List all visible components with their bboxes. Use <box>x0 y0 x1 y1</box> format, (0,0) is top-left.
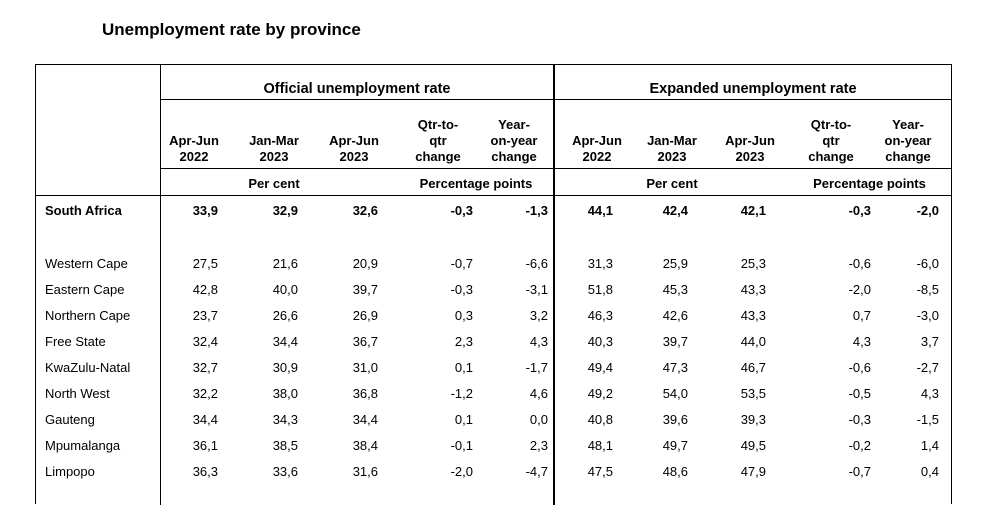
table-cell: 0,7 <box>852 308 871 323</box>
table-cell: 42,8 <box>192 282 218 297</box>
column-header-c2-line: Jan-Mar <box>249 133 299 148</box>
table-cell: 32,6 <box>352 203 378 218</box>
table-cell: 54,0 <box>662 386 688 401</box>
table-cell: 49,4 <box>587 360 613 375</box>
column-header-c5-line: on-year <box>490 133 538 148</box>
table-cell: 33,6 <box>272 464 298 479</box>
row-label: Western Cape <box>45 256 128 271</box>
row-label: South Africa <box>45 203 122 218</box>
table-cell: 53,5 <box>740 386 766 401</box>
table-cell: 40,3 <box>587 334 613 349</box>
table-cell: 31,3 <box>587 256 613 271</box>
column-header-c4-line: qtr <box>429 133 447 148</box>
table-cell: 44,0 <box>740 334 766 349</box>
table-cell: 32,9 <box>272 203 298 218</box>
table-cell: 31,0 <box>352 360 378 375</box>
table-cell: 42,1 <box>740 203 766 218</box>
table-cell: 27,5 <box>192 256 218 271</box>
table-cell: 3,2 <box>529 308 548 323</box>
table-cell: 39,3 <box>740 412 766 427</box>
table-cell: -2,0 <box>450 464 473 479</box>
table-cell: 40,8 <box>587 412 613 427</box>
column-header-c1-line: 2022 <box>582 149 612 164</box>
table-cell: 36,7 <box>352 334 378 349</box>
table-cell: 42,6 <box>662 308 688 323</box>
column-header-c2-line: Jan-Mar <box>647 133 697 148</box>
table-cell: 46,3 <box>587 308 613 323</box>
table-cell: -1,5 <box>916 412 939 427</box>
table-cell: 38,0 <box>272 386 298 401</box>
table-cell: 3,7 <box>920 334 939 349</box>
table-cell: 51,8 <box>587 282 613 297</box>
table-cell: -0,7 <box>450 256 473 271</box>
table-cell: 30,9 <box>272 360 298 375</box>
column-header-c2-line: 2023 <box>657 149 687 164</box>
table-cell: 34,4 <box>272 334 298 349</box>
column-header-c1-line: 2022 <box>179 149 209 164</box>
table-cell: 2,3 <box>454 334 473 349</box>
table-cell: 25,9 <box>662 256 688 271</box>
table-cell: -0,3 <box>848 412 871 427</box>
table-cell: 48,6 <box>662 464 688 479</box>
table-cell: 39,6 <box>662 412 688 427</box>
table-cell: 39,7 <box>662 334 688 349</box>
table-cell: 34,3 <box>272 412 298 427</box>
table-cell: -6,0 <box>916 256 939 271</box>
table-cell: 32,2 <box>192 386 218 401</box>
column-header-c3-line: Apr-Jun <box>329 133 379 148</box>
table-cell: 39,7 <box>352 282 378 297</box>
table-cell: 4,3 <box>529 334 548 349</box>
table-cell: 43,3 <box>740 308 766 323</box>
table-cell: -0,6 <box>848 360 871 375</box>
table-cell: 42,4 <box>662 203 688 218</box>
table-cell: -1,2 <box>450 386 473 401</box>
row-label: Mpumalanga <box>45 438 121 453</box>
table-cell: -0,2 <box>848 438 871 453</box>
table-cell: -8,5 <box>916 282 939 297</box>
unemployment-table <box>35 64 952 504</box>
table-cell: 49,7 <box>662 438 688 453</box>
column-header-c5-line: on-year <box>884 133 932 148</box>
table-cell: -0,5 <box>848 386 871 401</box>
table-cell: 4,6 <box>529 386 548 401</box>
table-cell: 47,5 <box>587 464 613 479</box>
column-header-underline <box>161 168 951 169</box>
column-header-c5-line: change <box>491 149 537 164</box>
table-cell: 38,5 <box>272 438 298 453</box>
units-underline <box>36 195 951 196</box>
table-cell: 32,4 <box>192 334 218 349</box>
table-cell: 36,3 <box>192 464 218 479</box>
table-cell: 34,4 <box>352 412 378 427</box>
table-cell: 1,4 <box>920 438 939 453</box>
column-header-c3-line: Apr-Jun <box>725 133 775 148</box>
table-cell: 4,3 <box>852 334 871 349</box>
table-cell: -0,1 <box>450 438 473 453</box>
unit-percentage-points: Percentage points <box>813 176 926 191</box>
table-cell: 49,2 <box>587 386 613 401</box>
table-cell: 40,0 <box>272 282 298 297</box>
table-cell: 23,7 <box>192 308 218 323</box>
column-header-c5-line: Year- <box>892 117 924 132</box>
table-cell: 34,4 <box>192 412 218 427</box>
table-cell: 44,1 <box>587 203 613 218</box>
column-header-c1-line: Apr-Jun <box>572 133 622 148</box>
table-cell: -0,3 <box>848 203 871 218</box>
column-header-c4-line: qtr <box>822 133 840 148</box>
table-cell: 46,7 <box>740 360 766 375</box>
table-cell: 45,3 <box>662 282 688 297</box>
column-header-c2-line: 2023 <box>259 149 289 164</box>
row-label: Free State <box>45 334 106 349</box>
table-cell: -3,1 <box>525 282 548 297</box>
unit-per-cent: Per cent <box>248 176 300 191</box>
table-cell: -0,3 <box>450 282 473 297</box>
row-label: North West <box>45 386 110 401</box>
table-cell: 26,9 <box>352 308 378 323</box>
table-cell: 0,0 <box>529 412 548 427</box>
table-cell: -2,7 <box>916 360 939 375</box>
table-cell: -2,0 <box>916 203 939 218</box>
column-header-c4-line: Qtr-to- <box>810 117 852 132</box>
table-cell: 48,1 <box>587 438 613 453</box>
table-cell: 20,9 <box>352 256 378 271</box>
column-header-c4-line: change <box>808 149 854 164</box>
table-cell: -0,7 <box>848 464 871 479</box>
row-label: Gauteng <box>45 412 95 427</box>
group-header-underline <box>161 99 951 100</box>
table-cell: -3,0 <box>916 308 939 323</box>
column-header-c4-line: change <box>415 149 461 164</box>
page-title: Unemployment rate by province <box>102 20 361 39</box>
table-cell: 31,6 <box>352 464 378 479</box>
group-official: Official unemployment rate <box>263 81 451 97</box>
unit-per-cent: Per cent <box>646 176 698 191</box>
column-header-c5-line: change <box>885 149 931 164</box>
table-cell: 0,4 <box>920 464 939 479</box>
column-header-c4-line: Qtr-to- <box>417 117 459 132</box>
table-cell: -2,0 <box>848 282 871 297</box>
table-cell: 0,1 <box>454 360 473 375</box>
table-cell: 38,4 <box>352 438 378 453</box>
table-cell: 36,1 <box>192 438 218 453</box>
table-cell: -1,7 <box>525 360 548 375</box>
column-header-c3-line: 2023 <box>339 149 369 164</box>
table-cell: 4,3 <box>920 386 939 401</box>
column-header-c3-line: 2023 <box>735 149 765 164</box>
table-cell: -6,6 <box>525 256 548 271</box>
row-label: Northern Cape <box>45 308 131 323</box>
table-cell: 26,6 <box>272 308 298 323</box>
group-expanded: Expanded unemployment rate <box>649 81 857 97</box>
table-cell: -1,3 <box>525 203 548 218</box>
row-label: KwaZulu-Natal <box>45 360 131 375</box>
table-cell: 32,7 <box>192 360 218 375</box>
table-cell: 25,3 <box>740 256 766 271</box>
unit-percentage-points: Percentage points <box>419 176 533 191</box>
table-cell: 47,9 <box>740 464 766 479</box>
table-cell: 0,1 <box>454 412 473 427</box>
table-cell: 33,9 <box>192 203 218 218</box>
row-label: Limpopo <box>45 464 95 479</box>
table-cell: 47,3 <box>662 360 688 375</box>
table-cell: 43,3 <box>740 282 766 297</box>
column-header-c5-line: Year- <box>498 117 530 132</box>
table-cell: 21,6 <box>272 256 298 271</box>
column-header-c1-line: Apr-Jun <box>169 133 219 148</box>
table-cell: 49,5 <box>740 438 766 453</box>
table-cell: -0,6 <box>848 256 871 271</box>
table-cell: -4,7 <box>525 464 548 479</box>
row-label: Eastern Cape <box>45 282 125 297</box>
table-cell: 2,3 <box>529 438 548 453</box>
table-cell: 36,8 <box>352 386 378 401</box>
table-cell: -0,3 <box>450 203 473 218</box>
table-cell: 0,3 <box>454 308 473 323</box>
